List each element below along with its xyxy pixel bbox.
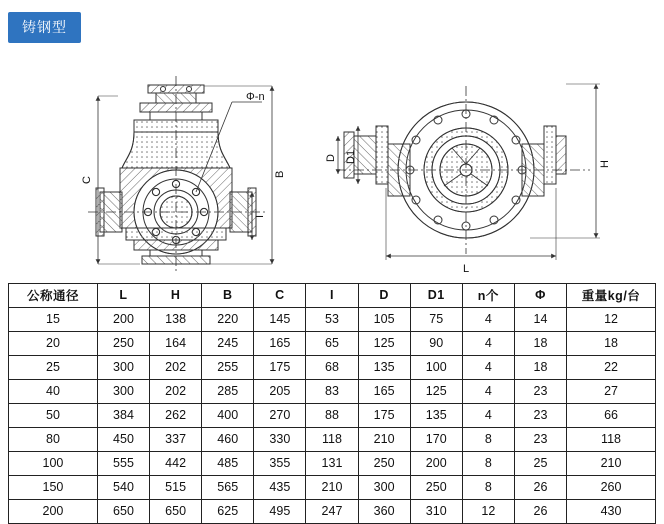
cell-b: 565 — [202, 476, 254, 500]
cell-h: 650 — [150, 500, 202, 524]
cell-l: 540 — [97, 476, 149, 500]
cell-h: 515 — [150, 476, 202, 500]
cell-c: 145 — [254, 308, 306, 332]
cell-d: 175 — [358, 404, 410, 428]
cell-b: 400 — [202, 404, 254, 428]
cell-c: 355 — [254, 452, 306, 476]
cell-n: 8 — [462, 428, 514, 452]
cell-weight: 27 — [567, 380, 656, 404]
cell-i: 247 — [306, 500, 358, 524]
cell-weight: 18 — [567, 332, 656, 356]
table-row — [9, 380, 656, 404]
cell-d1: 170 — [410, 428, 462, 452]
spec-table — [8, 283, 656, 524]
cell-phi: 26 — [514, 476, 566, 500]
cell-nominal-diameter: 80 — [9, 428, 98, 452]
cell-nominal-diameter: 150 — [9, 476, 98, 500]
cell-d1: 250 — [410, 476, 462, 500]
cell-d1: 90 — [410, 332, 462, 356]
cell-phi: 23 — [514, 428, 566, 452]
cell-d: 165 — [358, 380, 410, 404]
table-row — [9, 452, 656, 476]
col-header-h: H — [150, 284, 202, 308]
cell-d1: 135 — [410, 404, 462, 428]
cell-l: 200 — [97, 308, 149, 332]
cell-d: 300 — [358, 476, 410, 500]
product-drawing — [0, 40, 664, 275]
cell-d1: 200 — [410, 452, 462, 476]
cell-weight: 66 — [567, 404, 656, 428]
cell-d: 210 — [358, 428, 410, 452]
col-header-b: B — [202, 284, 254, 308]
cell-l: 300 — [97, 356, 149, 380]
table-row — [9, 500, 656, 524]
col-header-n: n个 — [462, 284, 514, 308]
cell-nominal-diameter: 100 — [9, 452, 98, 476]
cell-l: 450 — [97, 428, 149, 452]
cell-n: 12 — [462, 500, 514, 524]
cell-phi: 25 — [514, 452, 566, 476]
cell-weight: 430 — [567, 500, 656, 524]
cell-d: 125 — [358, 332, 410, 356]
cell-i: 118 — [306, 428, 358, 452]
cell-b: 285 — [202, 380, 254, 404]
cell-c: 270 — [254, 404, 306, 428]
cell-d1: 310 — [410, 500, 462, 524]
cell-b: 460 — [202, 428, 254, 452]
col-header-nominal-diameter: 公称通径 — [9, 284, 98, 308]
cell-nominal-diameter: 20 — [9, 332, 98, 356]
cell-b: 220 — [202, 308, 254, 332]
cell-n: 4 — [462, 356, 514, 380]
label-D1: D1 — [345, 149, 357, 164]
cell-l: 650 — [97, 500, 149, 524]
table-row — [9, 428, 656, 452]
cell-d1: 125 — [410, 380, 462, 404]
cell-nominal-diameter: 50 — [9, 404, 98, 428]
label-D: D — [325, 154, 337, 162]
cell-c: 205 — [254, 380, 306, 404]
table-row — [9, 404, 656, 428]
cell-c: 435 — [254, 476, 306, 500]
cell-phi: 26 — [514, 500, 566, 524]
cell-phi: 23 — [514, 404, 566, 428]
cell-n: 8 — [462, 452, 514, 476]
cell-h: 262 — [150, 404, 202, 428]
cell-l: 555 — [97, 452, 149, 476]
cell-h: 202 — [150, 356, 202, 380]
cell-i: 68 — [306, 356, 358, 380]
cell-l: 300 — [97, 380, 149, 404]
page-title: 铸钢型 — [8, 12, 81, 43]
cell-c: 175 — [254, 356, 306, 380]
label-H: H — [599, 160, 611, 168]
cell-l: 250 — [97, 332, 149, 356]
cell-n: 4 — [462, 332, 514, 356]
cell-weight: 210 — [567, 452, 656, 476]
cell-h: 164 — [150, 332, 202, 356]
cell-h: 337 — [150, 428, 202, 452]
col-header-l: L — [97, 284, 149, 308]
col-header-c: C — [254, 284, 306, 308]
cell-phi: 18 — [514, 356, 566, 380]
col-header-phi: Φ — [514, 284, 566, 308]
cell-nominal-diameter: 200 — [9, 500, 98, 524]
cell-c: 330 — [254, 428, 306, 452]
label-C: C — [81, 176, 93, 184]
table-row — [9, 332, 656, 356]
cell-weight: 118 — [567, 428, 656, 452]
cell-b: 245 — [202, 332, 254, 356]
label-B: B — [274, 170, 286, 178]
table-row — [9, 476, 656, 500]
cell-n: 4 — [462, 404, 514, 428]
table-header-row — [9, 284, 656, 308]
cell-weight: 260 — [567, 476, 656, 500]
cell-nominal-diameter: 40 — [9, 380, 98, 404]
table-row — [9, 356, 656, 380]
table-row — [9, 308, 656, 332]
cell-h: 442 — [150, 452, 202, 476]
cell-phi: 14 — [514, 308, 566, 332]
col-header-weight: 重量kg/台 — [567, 284, 656, 308]
cell-d: 105 — [358, 308, 410, 332]
spec-table-container — [8, 283, 656, 524]
cell-b: 485 — [202, 452, 254, 476]
table-body — [9, 308, 656, 524]
cell-b: 255 — [202, 356, 254, 380]
cell-i: 53 — [306, 308, 358, 332]
cell-i: 210 — [306, 476, 358, 500]
cell-n: 4 — [462, 308, 514, 332]
cell-h: 202 — [150, 380, 202, 404]
cell-n: 4 — [462, 380, 514, 404]
cell-phi: 23 — [514, 380, 566, 404]
cell-i: 131 — [306, 452, 358, 476]
cell-c: 495 — [254, 500, 306, 524]
cell-n: 8 — [462, 476, 514, 500]
cell-d1: 75 — [410, 308, 462, 332]
label-phi-n: Φ-n — [246, 91, 265, 103]
col-header-d1: D1 — [410, 284, 462, 308]
cell-i: 83 — [306, 380, 358, 404]
cell-nominal-diameter: 15 — [9, 308, 98, 332]
cell-l: 384 — [97, 404, 149, 428]
col-header-i: I — [306, 284, 358, 308]
cell-i: 65 — [306, 332, 358, 356]
cell-d: 360 — [358, 500, 410, 524]
label-L: L — [462, 263, 470, 275]
cell-weight: 22 — [567, 356, 656, 380]
label-I: I — [254, 214, 266, 218]
col-header-d: D — [358, 284, 410, 308]
cell-d: 250 — [358, 452, 410, 476]
cell-h: 138 — [150, 308, 202, 332]
cell-d1: 100 — [410, 356, 462, 380]
cell-weight: 12 — [567, 308, 656, 332]
cell-i: 88 — [306, 404, 358, 428]
cell-d: 135 — [358, 356, 410, 380]
cell-b: 625 — [202, 500, 254, 524]
cell-c: 165 — [254, 332, 306, 356]
cell-phi: 18 — [514, 332, 566, 356]
cell-nominal-diameter: 25 — [9, 356, 98, 380]
